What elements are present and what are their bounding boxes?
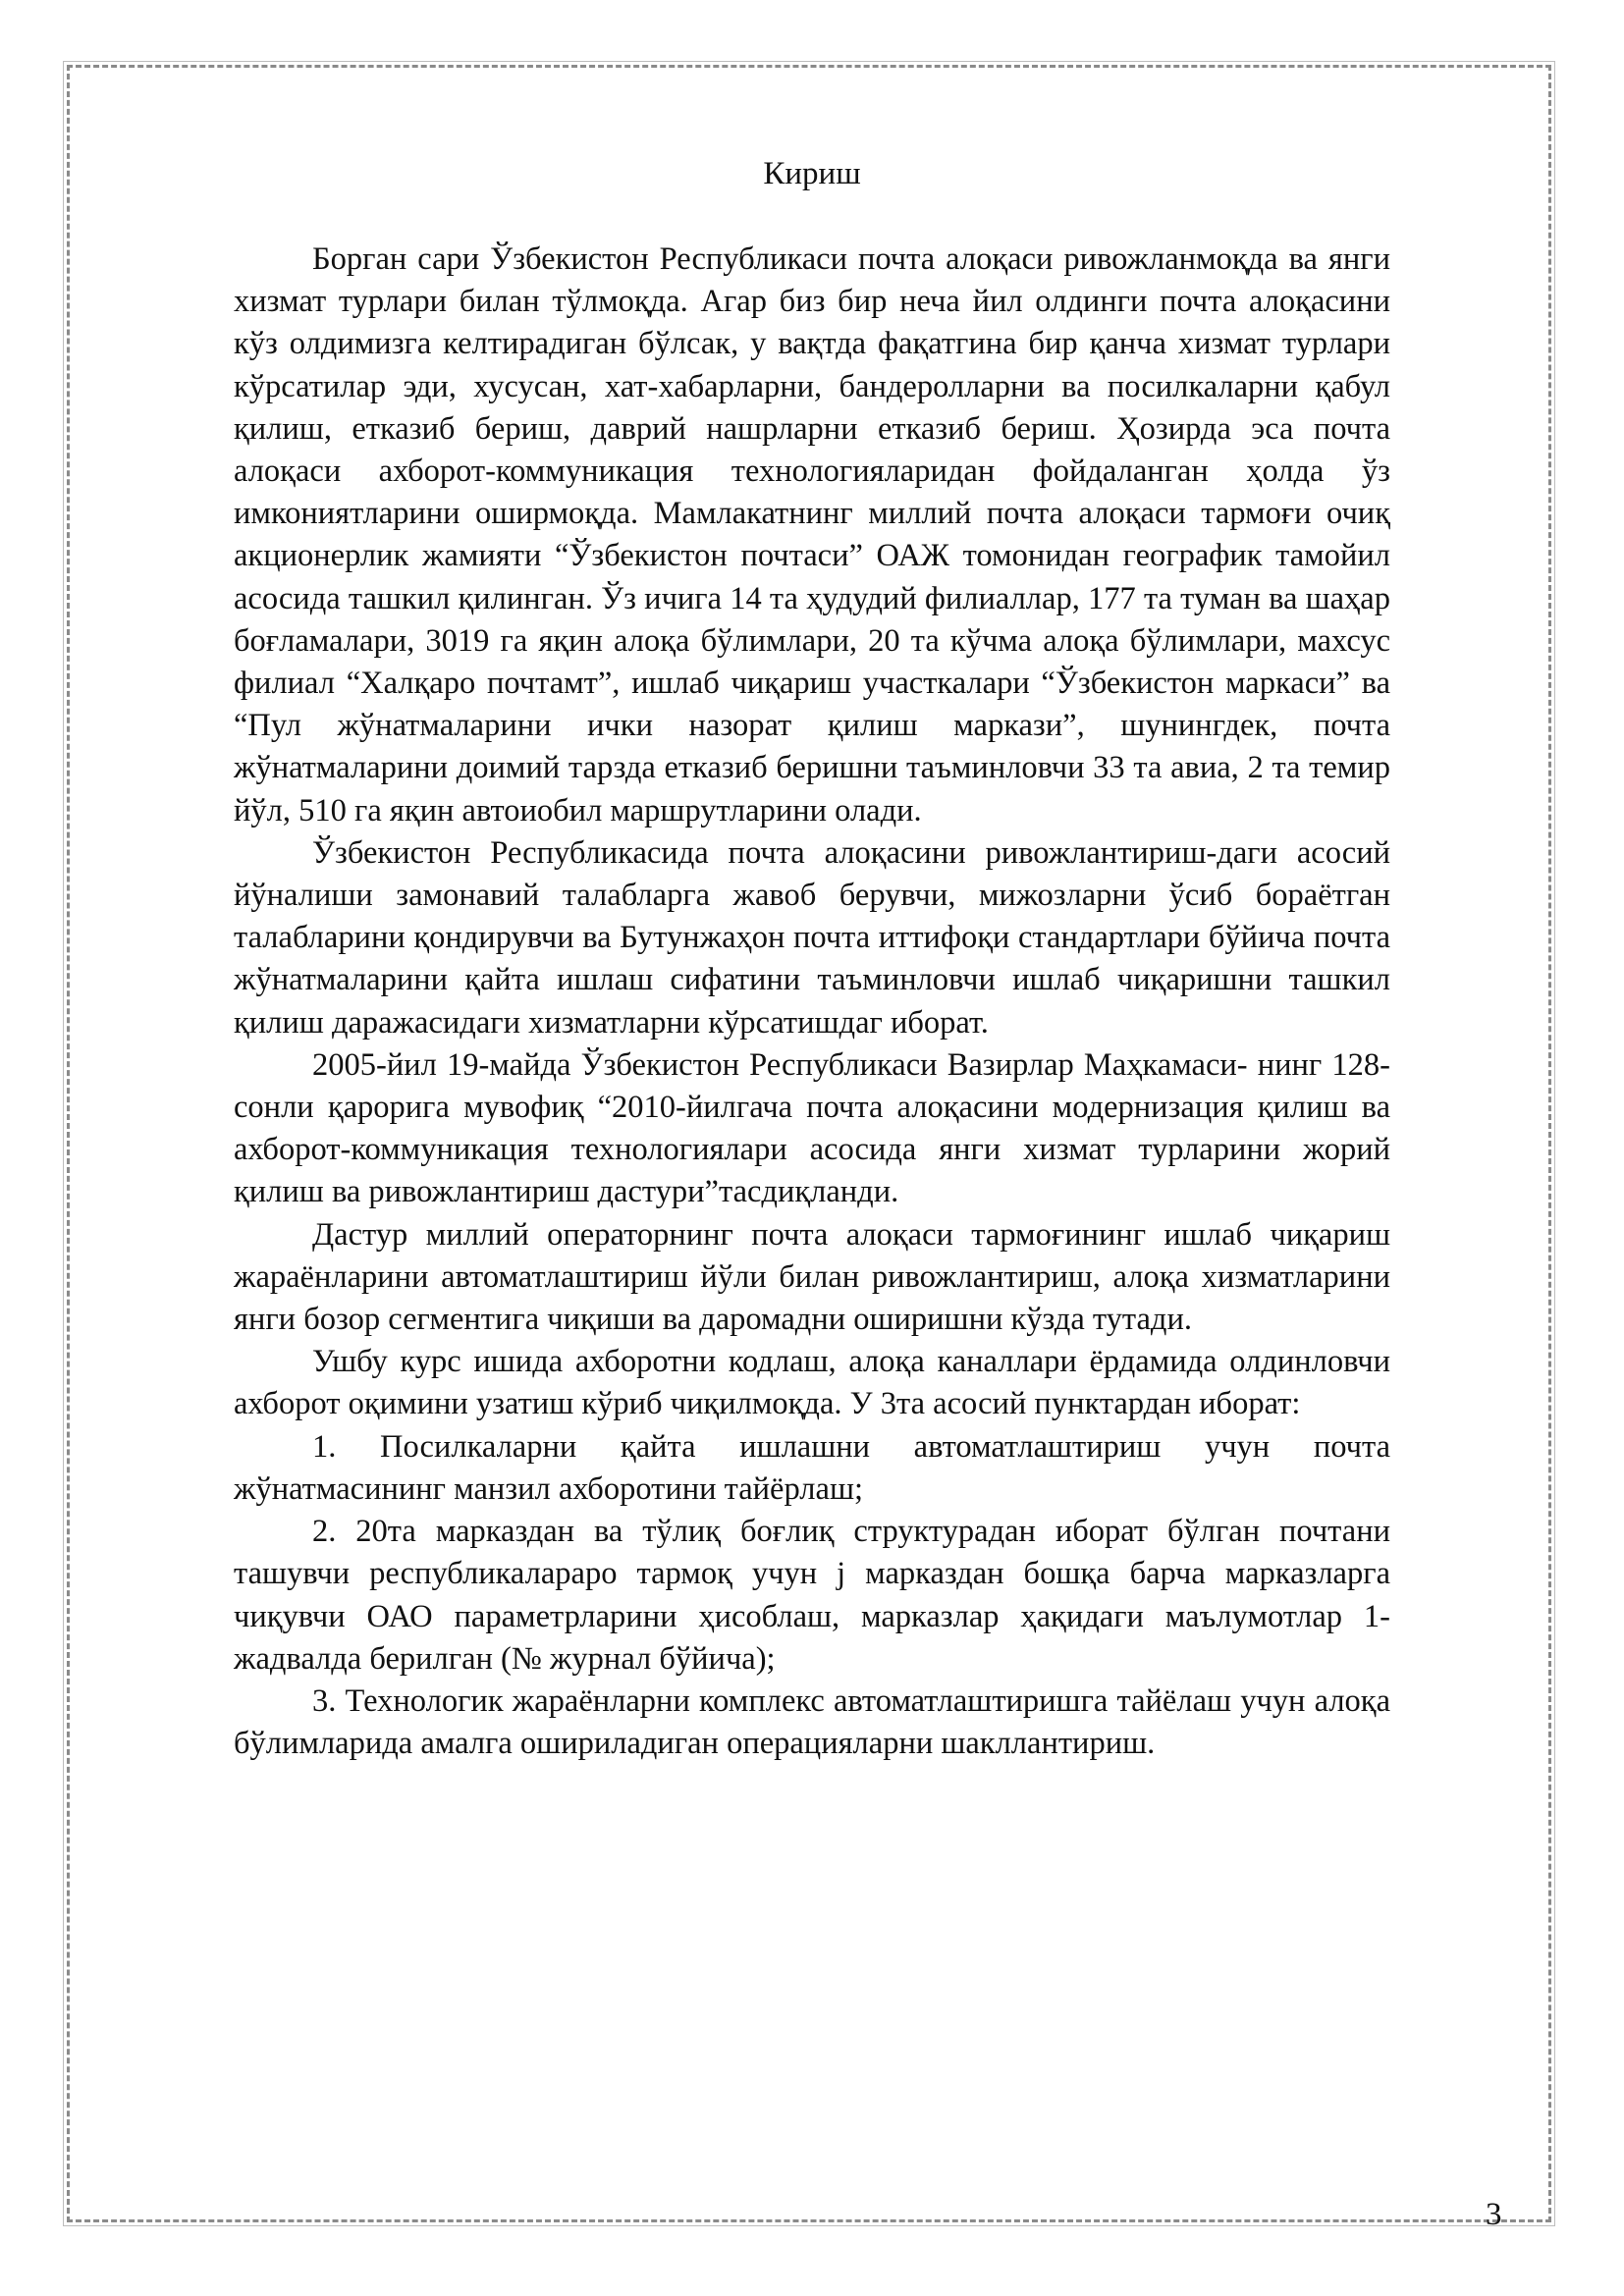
page-number: 3 [1486,2197,1502,2232]
paragraph-resolution: 2005-йил 19-майда Ўзбекистон Республикаси Вазирлар Маҳкамаси- нинг 128-сонли қарорига мувофиқ “2010-йилгача почта алоқасини модернизация қилиш ва ахборот-коммуникация технологиялари асосида янги хизмат турларини жорий қилиш ва ривожлантириш дастури”тасдиқланди. [234,1046,1390,1210]
document-title: Кириш [763,156,861,191]
paragraph-development: Ўзбекистон Республикасида почта алоқасини ривожлантириш-даги асосий йўналиши замонавий талабларга жавоб берувчи, мижозларни ўсиб бораётган талабларини қондирувчи ва Бутунжаҳон почта иттифоқи стандартлари бўйича почта жўнатмаларини қайта ишлаш сифатини таъминловчи ишлаб чиқаришни ташкил қилиш даражасидаги хизматларни кўрсатишдаг иборат. [234,834,1390,1041]
list-item-2: 2. 20та марказдан ва тўлиқ боғлиқ структурадан иборат бўлган почтани ташувчи республикалараро тармоқ учун j марказдан бошқа барча марказларга чиқувчи ОАО параметрларини ҳисоблаш, марказлар ҳақидаги маълумотлар 1-жадвалда берилган (№ журнал бўйича); [234,1514,1390,1677]
document-body [234,152,1390,1765]
list-item-3: 3. Технологик жараёнларни комплекс автоматлаштиришга тайёлаш учун алоқа бўлимларида амалга ошириладиган операцияларни шакллантириш. [234,1682,1390,1762]
list-item-1: 1. Посилкаларни қайта ишлашни автоматлаштириш учун почта жўнатмасининг манзил ахборотини тайёрлаш; [234,1428,1390,1507]
paragraph-intro: Борган сари Ўзбекистон Республикаси почта алоқаси ривожланмоқда ва янги хизмат турлари билан тўлмоқда. Агар биз бир неча йил олдинги почта алоқасини кўз олдимизга келтирадиган бўлсак, у вақтда фақатгина бир қанча хизмат турлари кўрсатилар эди, хусусан, хат-хабарларни, бандеролларни ва посилкаларни қабул қилиш, етказиб бериш, даврий нашрларни етказиб бериш. Ҳозирда эса почта алоқаси ахборот-коммуникация технологияларидан фойдаланган ҳолда ўз имкониятларини оширмоқда. Мамлакатнинг миллий почта алоқаси тармоғи очиқ акционерлик жамияти “Ўзбекистон почтаси” ОАЖ томонидан географик тамойил асосида ташкил қилинган. Ўз ичига 14 та ҳудудий филиаллар, 177 та туман ва шаҳар боғламалари, 3019 га яқин алоқа бўлимлари, 20 та кўчма алоқа бўлимлари, махсус филиал “Халқаро почтамт”, ишлаб чиқариш участкалари “Ўзбекистон маркаси” ва “Пул жўнатмаларини ички назорат қилиш маркази”, шунингдек, почта жўнатмаларини доимий тарзда етказиб беришни таъминловчи 33 та авиа, 2 та темир йўл, 510 га яқин автоиобил маршрутларини олади. [234,241,1390,828]
paragraph-program: Дастур миллий операторнинг почта алоқаси тармоғининг ишлаб чиқариш жараёнларини автоматлаштириш йўли билан ривожлантириш, алоқа хизматларини янги бозор сегментига чиқиши ва даромадни оширишни кўзда тутади. [234,1216,1390,1338]
paragraph-course-work: Ушбу курс ишида ахборотни кодлаш, алоқа каналлари ёрдамида олдинловчи ахборот оқимини узатиш кўриб чиқилмоқда. У 3та асосий пунктардан иборат: [234,1344,1390,1422]
